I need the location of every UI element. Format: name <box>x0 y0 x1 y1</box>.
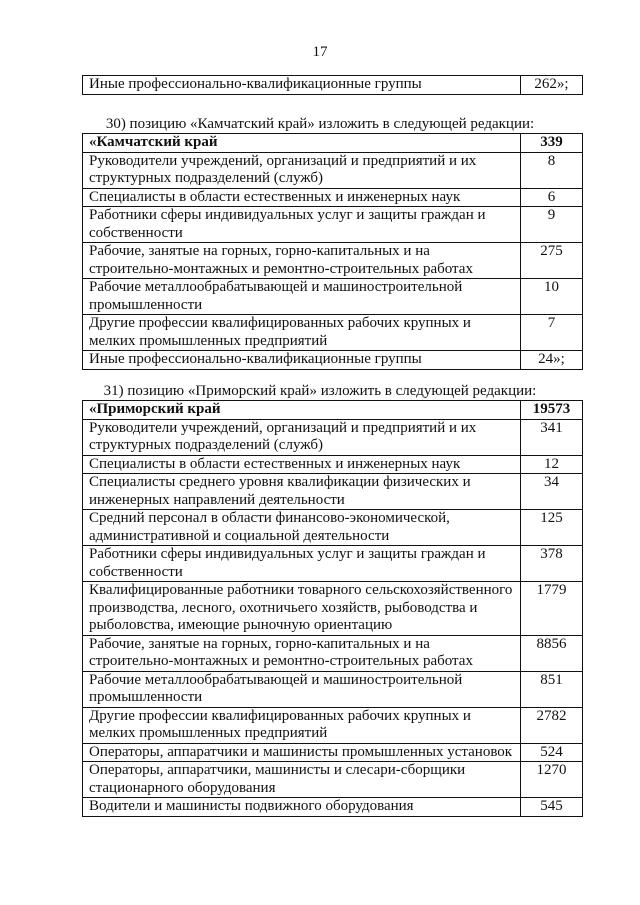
row-value: 9 <box>521 207 583 243</box>
region-total: 19573 <box>521 401 583 420</box>
table-row <box>83 743 583 762</box>
row-value: 851 <box>521 671 583 707</box>
row-value: 545 <box>521 798 583 817</box>
row-name: Работники сферы индивидуальных услуг и защиты граждан и собственности <box>83 546 521 582</box>
row-name: Операторы, аппаратчики и машинисты промышленных установок <box>83 743 521 762</box>
table-row <box>83 455 583 474</box>
row-value: 24»; <box>521 351 583 370</box>
table-row <box>83 207 583 243</box>
row-name: Специалисты среднего уровня квалификации физических и инженерных направлений деятельности <box>83 474 521 510</box>
prev-table <box>82 75 583 95</box>
table-row <box>83 76 583 95</box>
row-name: Средний персонал в области финансово-экономической, административной и социальной деятельности <box>83 510 521 546</box>
table-row <box>83 188 583 207</box>
table-row <box>83 707 583 743</box>
row-name: Руководители учреждений, организаций и предприятий и их структурных подразделений (служб) <box>83 152 521 188</box>
table-row <box>83 152 583 188</box>
table-row <box>83 798 583 817</box>
row-name: Другие профессии квалифицированных рабочих крупных и мелких промышленных предприятий <box>83 707 521 743</box>
row-value: 341 <box>521 419 583 455</box>
region-total: 339 <box>521 134 583 153</box>
row-value: 34 <box>521 474 583 510</box>
row-name: Операторы, аппаратчики, машинисты и слесари-сборщики стационарного оборудования <box>83 762 521 798</box>
row-name: Иные профессионально-квалификационные группы <box>83 76 521 95</box>
primorsky-table <box>82 400 583 817</box>
row-name: Иные профессионально-квалификационные группы <box>83 351 521 370</box>
row-value: 8 <box>521 152 583 188</box>
row-name: Другие профессии квалифицированных рабочих крупных и мелких промышленных предприятий <box>83 315 521 351</box>
section-30-heading: 30) позицию «Камчатский край» изложить в следующей редакции: <box>105 116 535 132</box>
row-value: 10 <box>521 279 583 315</box>
table-row <box>83 243 583 279</box>
table-row <box>83 474 583 510</box>
row-value: 125 <box>521 510 583 546</box>
row-name: Специалисты в области естественных и инженерных наук <box>83 188 521 207</box>
row-name: Специалисты в области естественных и инженерных наук <box>83 455 521 474</box>
table-row <box>83 351 583 370</box>
table-row <box>83 635 583 671</box>
row-value: 524 <box>521 743 583 762</box>
table-row <box>83 582 583 636</box>
table-row <box>83 419 583 455</box>
row-value: 8856 <box>521 635 583 671</box>
table-row <box>83 279 583 315</box>
table-row <box>83 546 583 582</box>
table-header-row <box>83 401 583 420</box>
row-value: 2782 <box>521 707 583 743</box>
row-value: 7 <box>521 315 583 351</box>
row-value: 12 <box>521 455 583 474</box>
row-name: Руководители учреждений, организаций и предприятий и их структурных подразделений (служб) <box>83 419 521 455</box>
table-row <box>83 671 583 707</box>
row-value: 1270 <box>521 762 583 798</box>
table-row <box>83 762 583 798</box>
row-value: 262»; <box>521 76 583 95</box>
row-name: Работники сферы индивидуальных услуг и защиты граждан и собственности <box>83 207 521 243</box>
table-row <box>83 315 583 351</box>
row-name: Рабочие, занятые на горных, горно-капитальных и на строительно-монтажных и ремонтно-строительных работах <box>83 635 521 671</box>
row-value: 1779 <box>521 582 583 636</box>
row-value: 275 <box>521 243 583 279</box>
row-value: 378 <box>521 546 583 582</box>
row-value: 6 <box>521 188 583 207</box>
row-name: Квалифицированные работники товарного сельскохозяйственного производства, лесного, охотничьего хозяйств, рыбоводства и рыболовства, имеющие рыночную ориентацию <box>83 582 521 636</box>
section-31-heading: 31) позицию «Приморский край» изложить в следующей редакции: <box>103 383 537 399</box>
row-name: Рабочие, занятые на горных, горно-капитальных и на строительно-монтажных и ремонтно-строительных работах <box>83 243 521 279</box>
page-number: 17 <box>312 44 328 60</box>
region-name: «Камчатский край <box>83 134 521 153</box>
table-header-row <box>83 134 583 153</box>
row-name: Рабочие металлообрабатывающей и машиностроительной промышленности <box>83 279 521 315</box>
row-name: Водители и машинисты подвижного оборудования <box>83 798 521 817</box>
row-name: Рабочие металлообрабатывающей и машиностроительной промышленности <box>83 671 521 707</box>
region-name: «Приморский край <box>83 401 521 420</box>
kamchatka-table <box>82 133 583 370</box>
table-row <box>83 510 583 546</box>
